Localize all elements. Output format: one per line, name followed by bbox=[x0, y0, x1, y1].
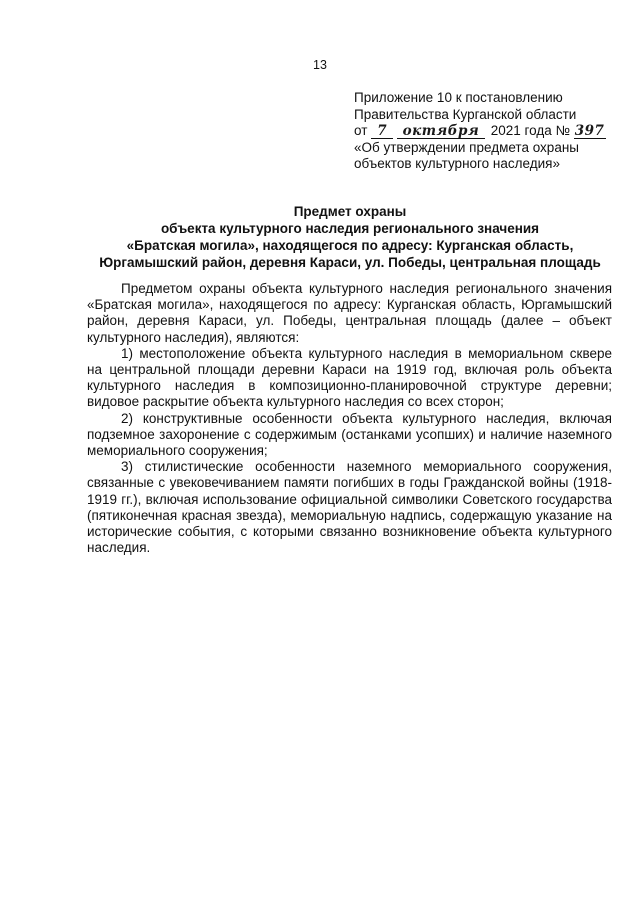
list-item-2: 2) конструктивные особенности объекта культурного наследия, включая подземное захоронение с содержимым (останками усопших) и наличие наземного мемориального сооружения; bbox=[87, 410, 612, 459]
appendix-line-4: «Об утверждении предмета охраны bbox=[354, 139, 579, 155]
list-item-3: 3) стилистические особенности наземного мемориального сооружения, связанные с увековечиванием памяти погибших в годы Гражданской войны (1918-1919 гг.), включая использование официальной символики Советского государства (пятиконечная красная звезда), мемориальную надпись, содержащую указание на исторические события, с которыми связанно возникновение объекта культурного наследия. bbox=[87, 459, 612, 556]
document-body bbox=[87, 281, 612, 556]
page-number: 13 bbox=[313, 58, 327, 72]
title-line-1: Предмет охраны bbox=[293, 204, 407, 219]
date-year-suffix: 2021 года № bbox=[490, 123, 570, 138]
handwritten-doc-number: 397 bbox=[574, 123, 605, 139]
title-line-2: объекта культурного наследия регионального значения bbox=[160, 221, 540, 236]
document-title bbox=[80, 203, 620, 271]
intro-paragraph: Предметом охраны объекта культурного наследия регионального значения «Братская могила», находящегося по адресу: Курганская область, Юргамышский район, деревня Караси, ул. Победы, центральная площадь (далее – объект культурного наследия), являются: bbox=[87, 281, 612, 345]
appendix-line-5: объектов культурного наследия» bbox=[354, 156, 560, 171]
list-item-1: 1) местоположение объекта культурного наследия в мемориальном сквере на центральной площади деревни Караси на 1919 год, включая роль объекта культурного наследия в композиционно-планировочной структуре деревни; видовое раскрытие объекта культурного наследия со всех сторон; bbox=[87, 345, 612, 410]
appendix-line-2: Правительства Курганской области bbox=[354, 106, 577, 122]
appendix-date-line bbox=[354, 123, 624, 140]
date-prefix: от bbox=[354, 123, 368, 138]
handwritten-month: октября bbox=[397, 124, 485, 139]
handwritten-day: 7 bbox=[371, 124, 393, 139]
title-line-4: Юргамышский район, деревня Караси, ул. Победы, центральная площадь bbox=[99, 255, 601, 270]
title-line-3: «Братская могила», находящегося по адресу: Курганская область, bbox=[126, 238, 574, 253]
appendix-line-1: Приложение 10 к постановлению bbox=[354, 90, 563, 105]
appendix-header bbox=[354, 90, 624, 173]
